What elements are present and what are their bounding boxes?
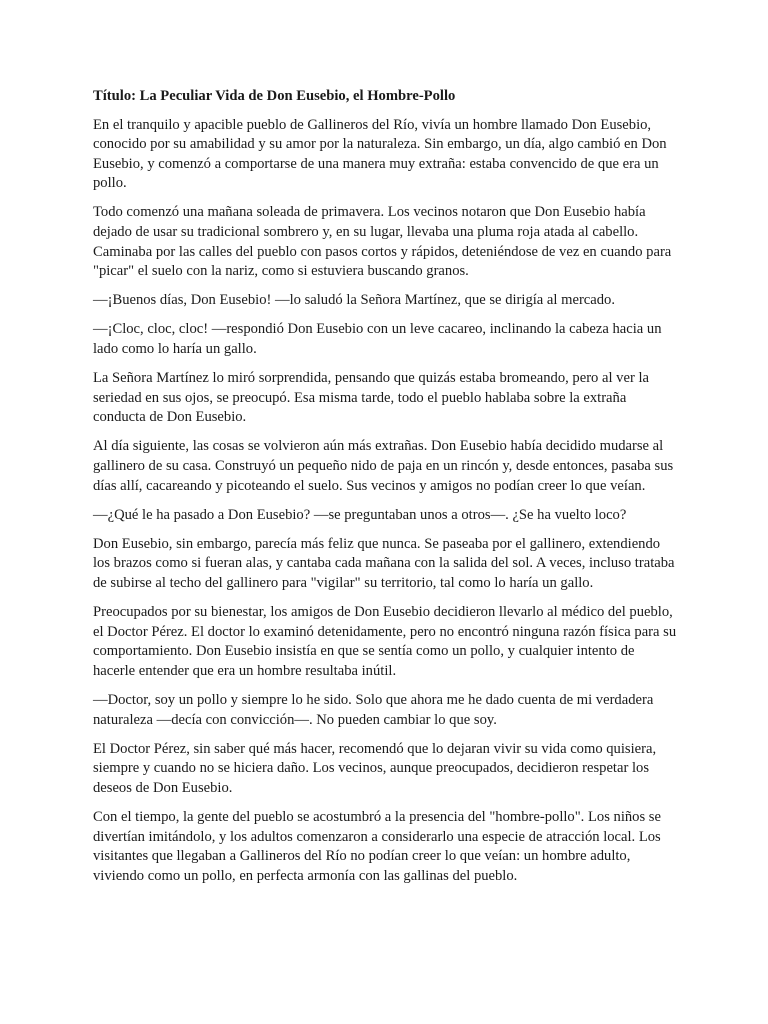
document-title: Título: La Peculiar Vida de Don Eusebio, el Hombre-Pollo [93, 88, 456, 104]
dialogue-line: —¿Qué le ha pasado a Don Eusebio? —se preguntaban unos a otros—. ¿Se ha vuelto loco? [93, 506, 627, 523]
paragraph: En el tranquilo y apacible pueblo de Gallineros del Río, vivía un hombre llamado Don Eusebio, conocido por su amabilidad y su amor por la naturaleza. Sin embargo, un día, algo cambió en Don Eusebio, y comenzó a comportarse de una manera muy extraña: estaba convencido de que era un pollo. [93, 116, 667, 192]
paragraph: Con el tiempo, la gente del pueblo se acostumbró a la presencia del "hombre-pollo". Los niños se divertían imitándolo, y los adultos comenzaron a considerarlo una especie de atracción local. Los visitantes que llegaban a Gallineros del Río no podían creer lo que veían: un hombre adulto, viviendo como un pollo, en perfecta armonía con las gallinas del pueblo. [93, 808, 661, 884]
dialogue-line: —Doctor, soy un pollo y siempre lo he sido. Solo que ahora me he dado cuenta de mi verdadera naturaleza —decía con convicción—. No pueden cambiar lo que soy. [93, 691, 654, 728]
paragraph: La Señora Martínez lo miró sorprendida, pensando que quizás estaba bromeando, pero al ver la seriedad en sus ojos, se preocupó. Esa misma tarde, todo el pueblo hablaba sobre la extraña conducta de Don Eusebio. [93, 370, 649, 426]
dialogue-line: —¡Buenos días, Don Eusebio! —lo saludó la Señora Martínez, que se dirigía al mercado. [93, 292, 615, 309]
document-page [93, 87, 677, 896]
dialogue-line: —¡Cloc, cloc, cloc! —respondió Don Eusebio con un leve cacareo, inclinando la cabeza hacia un lado como lo haría un gallo. [93, 321, 662, 358]
paragraph: Don Eusebio, sin embargo, parecía más feliz que nunca. Se paseaba por el gallinero, extendiendo los brazos como si fueran alas, y cantaba cada mañana con la salida del sol. A veces, incluso trataba de subirse al techo del gallinero para "vigilar" su territorio, tal como lo haría un gallo. [93, 535, 675, 591]
paragraph: El Doctor Pérez, sin saber qué más hacer, recomendó que lo dejaran vivir su vida como quisiera, siempre y cuando no se hiciera daño. Los vecinos, aunque preocupados, decidieron respetar los deseos de Don Eusebio. [93, 740, 657, 796]
paragraph: Al día siguiente, las cosas se volvieron aún más extrañas. Don Eusebio había decidido mudarse al gallinero de su casa. Construyó un pequeño nido de paja en un rincón y, desde entonces, pasaba sus días allí, cacareando y picoteando el suelo. Sus vecinos y amigos no podían creer lo que veían. [93, 438, 674, 494]
paragraph: Todo comenzó una mañana soleada de primavera. Los vecinos notaron que Don Eusebio había dejado de usar su tradicional sombrero y, en su lugar, llevaba una pluma roja atada al cabello. Caminaba por las calles del pueblo con pasos cortos y rápidos, deteniéndose de vez en cuando para "picar" el suelo con la nariz, como si estuviera buscando granos. [93, 204, 672, 280]
paragraph: Preocupados por su bienestar, los amigos de Don Eusebio decidieron llevarlo al médico del pueblo, el Doctor Pérez. El doctor lo examinó detenidamente, pero no encontró ninguna razón física para su comportamiento. Don Eusebio insistía en que se sentía como un pollo, y cualquier intento de hacerle entender que era un hombre resultaba inútil. [93, 604, 677, 679]
